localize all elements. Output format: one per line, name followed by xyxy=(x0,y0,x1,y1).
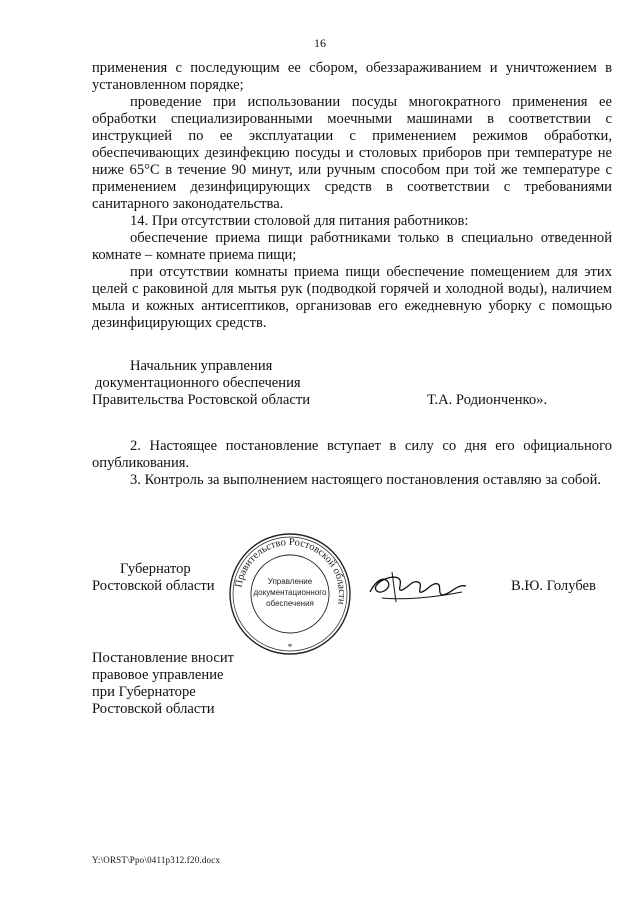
governor-title-line2: Ростовской области xyxy=(92,578,215,594)
paragraph: при отсутствии комнаты приема пищи обеспечение помещением для этих целей с раковиной для мытья рук (подводкой горячей и холодной воды), наличием мыла и кожных антисептиков, организовав его ежедневную уборку с помощью дезинфицирующих средств. xyxy=(92,264,612,331)
submitted-line4: Ростовской области xyxy=(92,701,215,717)
paragraph: проведение при использовании посуды многократного применения ее обработки специализированными моечными машинами в соответствии с инструкцией по ее эксплуатации с применением режимов обработки, обеспечивающих дезинфекцию посуды и столовых приборов при температуре не ниже 65°С в течение 90 минут, или ручным способом при той же температуре с применением дезинфицирующих средств в соответствии с требованиями санитарного законодательства. xyxy=(92,94,612,212)
submitted-line3: при Губернаторе xyxy=(92,684,196,700)
page-number: 16 xyxy=(314,36,326,50)
chief-name: Т.А. Родионченко». xyxy=(427,392,548,408)
paragraph: обеспечение приема пищи работниками только в специально отведенной комнате – комнате приема пищи; xyxy=(92,230,612,263)
seal-center-line3: обеспечения xyxy=(266,599,314,608)
governor-name: В.Ю. Голубев xyxy=(511,578,596,594)
seal-center-line2: документационного xyxy=(253,588,327,597)
clause-3: 3. Контроль за выполнением настоящего постановления оставляю за собой. xyxy=(130,472,602,488)
paragraph: 14. При отсутствии столовой для питания работников: xyxy=(130,213,469,229)
governor-title-line1: Губернатор xyxy=(120,561,191,577)
seal-ring-text: Правительство Ростовской области xyxy=(233,536,348,606)
chief-title-line1: Начальник управления xyxy=(130,358,273,374)
official-seal xyxy=(228,532,352,656)
handwritten-signature xyxy=(362,562,492,612)
clause-2: 2. Настоящее постановление вступает в силу со дня его официального опубликования. xyxy=(92,438,612,471)
footer-file-path: Y:\ORST\Ppo\0411p312.f20.docx xyxy=(92,855,221,865)
chief-title-line3: Правительства Ростовской области xyxy=(92,392,311,408)
seal-star-icon: * xyxy=(287,642,293,652)
submitted-line1: Постановление вносит xyxy=(92,650,235,666)
submitted-line2: правовое управление xyxy=(92,667,224,683)
chief-title-line2: документационного обеспечения xyxy=(95,375,301,391)
paragraph: применения с последующим ее сбором, обеззараживанием и уничтожением в установленном порядке; xyxy=(92,60,612,93)
seal-center-line1: Управление xyxy=(267,577,313,586)
document-body xyxy=(92,60,612,332)
